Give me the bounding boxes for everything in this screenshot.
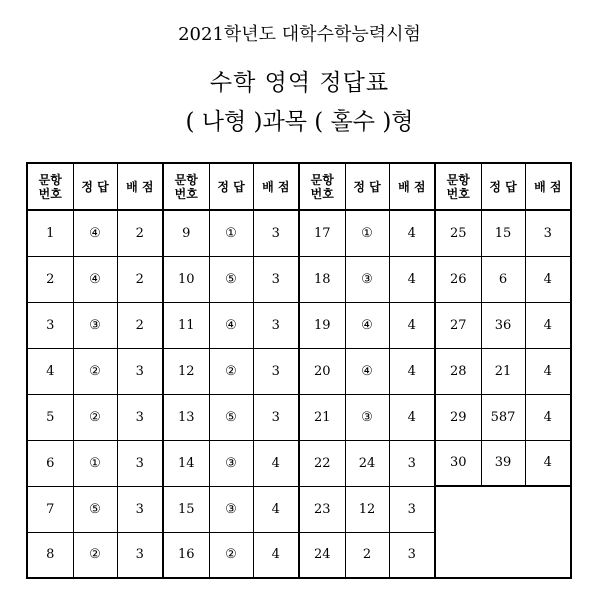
question-number-cell: 28: [435, 348, 481, 394]
question-number-cell: 24: [299, 532, 345, 578]
answer-cell: 12: [345, 486, 389, 532]
answer-cell: ①: [345, 210, 389, 256]
subject-type: 나형: [201, 109, 247, 135]
points-cell: 3: [253, 348, 299, 394]
table-row: [27, 394, 571, 440]
answer-cell: ④: [209, 302, 253, 348]
question-number-cell: 7: [27, 486, 73, 532]
question-number-cell: 27: [435, 302, 481, 348]
header-answer: 정 답: [73, 163, 117, 210]
paren-open: (: [185, 109, 195, 135]
subject-label: )과목: [253, 109, 307, 135]
header-points: 배 점: [525, 163, 571, 210]
answer-cell: ⑤: [209, 394, 253, 440]
points-cell: 3: [117, 440, 163, 486]
points-cell: 3: [253, 394, 299, 440]
points-cell: 3: [117, 394, 163, 440]
points-cell: 3: [253, 210, 299, 256]
question-number-cell: 19: [299, 302, 345, 348]
answer-cell: 6: [481, 256, 525, 302]
empty-cell: [525, 486, 571, 532]
header-question-number: 문항 번호: [435, 163, 481, 210]
points-cell: 3: [389, 486, 435, 532]
table-header-row: [27, 163, 571, 210]
answer-cell: ①: [209, 210, 253, 256]
question-number-cell: 12: [163, 348, 209, 394]
answer-cell: ③: [345, 394, 389, 440]
header-question-number: 문항 번호: [163, 163, 209, 210]
parity-label: )형: [382, 109, 414, 135]
answer-cell: ③: [345, 256, 389, 302]
points-cell: 4: [389, 348, 435, 394]
question-number-cell: 29: [435, 394, 481, 440]
answer-cell: 2: [345, 532, 389, 578]
table-row: [27, 532, 571, 578]
points-cell: 3: [525, 210, 571, 256]
points-cell: 4: [525, 302, 571, 348]
points-cell: 3: [389, 532, 435, 578]
question-number-cell: 22: [299, 440, 345, 486]
points-cell: 4: [389, 302, 435, 348]
question-number-cell: 17: [299, 210, 345, 256]
answer-cell: ②: [73, 532, 117, 578]
answer-cell: ②: [73, 394, 117, 440]
subject-type-line: [0, 103, 599, 136]
table-row: [27, 440, 571, 486]
points-cell: 4: [389, 210, 435, 256]
answer-cell: ②: [209, 532, 253, 578]
points-cell: 4: [525, 348, 571, 394]
answer-cell: ④: [345, 348, 389, 394]
points-cell: 3: [117, 348, 163, 394]
answer-cell: 587: [481, 394, 525, 440]
header-points: 배 점: [253, 163, 299, 210]
answer-rows: [27, 210, 571, 578]
answer-cell: ②: [209, 348, 253, 394]
answer-cell: 15: [481, 210, 525, 256]
answer-cell: 21: [481, 348, 525, 394]
answer-key-title: 수학 영역 정답표: [209, 70, 390, 96]
points-cell: 3: [117, 532, 163, 578]
points-cell: 2: [117, 302, 163, 348]
header-question-number: 문항 번호: [299, 163, 345, 210]
question-number-cell: 9: [163, 210, 209, 256]
question-number-cell: 13: [163, 394, 209, 440]
question-number-cell: 15: [163, 486, 209, 532]
points-cell: 4: [389, 256, 435, 302]
answer-cell: 24: [345, 440, 389, 486]
points-cell: 3: [389, 440, 435, 486]
table-row: [27, 486, 571, 532]
points-cell: 2: [117, 256, 163, 302]
question-number-cell: 16: [163, 532, 209, 578]
question-number-cell: 26: [435, 256, 481, 302]
points-cell: 4: [253, 532, 299, 578]
answer-cell: 39: [481, 440, 525, 486]
header-points: 배 점: [117, 163, 163, 210]
question-number-cell: 3: [27, 302, 73, 348]
points-cell: 3: [117, 486, 163, 532]
empty-cell: [525, 532, 571, 578]
parity-type: 홀수: [330, 109, 375, 135]
answer-cell: ③: [73, 302, 117, 348]
table-row: [27, 348, 571, 394]
header-points: 배 점: [389, 163, 435, 210]
question-number-cell: 1: [27, 210, 73, 256]
answer-cell: ③: [209, 486, 253, 532]
header-question-number: 문항 번호: [27, 163, 73, 210]
answer-cell: ④: [73, 210, 117, 256]
points-cell: 2: [117, 210, 163, 256]
answer-key-table: [26, 162, 572, 579]
question-number-cell: 14: [163, 440, 209, 486]
empty-cell: [435, 532, 481, 578]
question-number-cell: 10: [163, 256, 209, 302]
question-number-cell: 4: [27, 348, 73, 394]
points-cell: 4: [525, 394, 571, 440]
table-row: [27, 302, 571, 348]
question-number-cell: 11: [163, 302, 209, 348]
empty-cell: [481, 486, 525, 532]
answer-cell: ⑤: [209, 256, 253, 302]
header-answer: 정 답: [481, 163, 525, 210]
answer-cell: ①: [73, 440, 117, 486]
header-answer: 정 답: [209, 163, 253, 210]
question-number-cell: 30: [435, 440, 481, 486]
points-cell: 3: [253, 256, 299, 302]
table-row: [27, 256, 571, 302]
question-number-cell: 20: [299, 348, 345, 394]
points-cell: 4: [525, 440, 571, 486]
answer-cell: 36: [481, 302, 525, 348]
question-number-cell: 21: [299, 394, 345, 440]
points-cell: 4: [389, 394, 435, 440]
empty-cell: [435, 486, 481, 532]
answer-cell: ③: [209, 440, 253, 486]
question-number-cell: 8: [27, 532, 73, 578]
empty-cell: [481, 532, 525, 578]
question-number-cell: 5: [27, 394, 73, 440]
points-cell: 3: [253, 302, 299, 348]
points-cell: 4: [525, 256, 571, 302]
header-answer: 정 답: [345, 163, 389, 210]
answer-cell: ②: [73, 348, 117, 394]
points-cell: 4: [253, 486, 299, 532]
answer-cell: ④: [345, 302, 389, 348]
question-number-cell: 6: [27, 440, 73, 486]
points-cell: 4: [253, 440, 299, 486]
answer-cell: ⑤: [73, 486, 117, 532]
paren-open: (: [314, 109, 324, 135]
question-number-cell: 23: [299, 486, 345, 532]
question-number-cell: 25: [435, 210, 481, 256]
table-row: [27, 210, 571, 256]
answer-cell: ④: [73, 256, 117, 302]
question-number-cell: 18: [299, 256, 345, 302]
exam-title: 2021학년도 대학수학능력시험: [178, 24, 421, 45]
question-number-cell: 2: [27, 256, 73, 302]
